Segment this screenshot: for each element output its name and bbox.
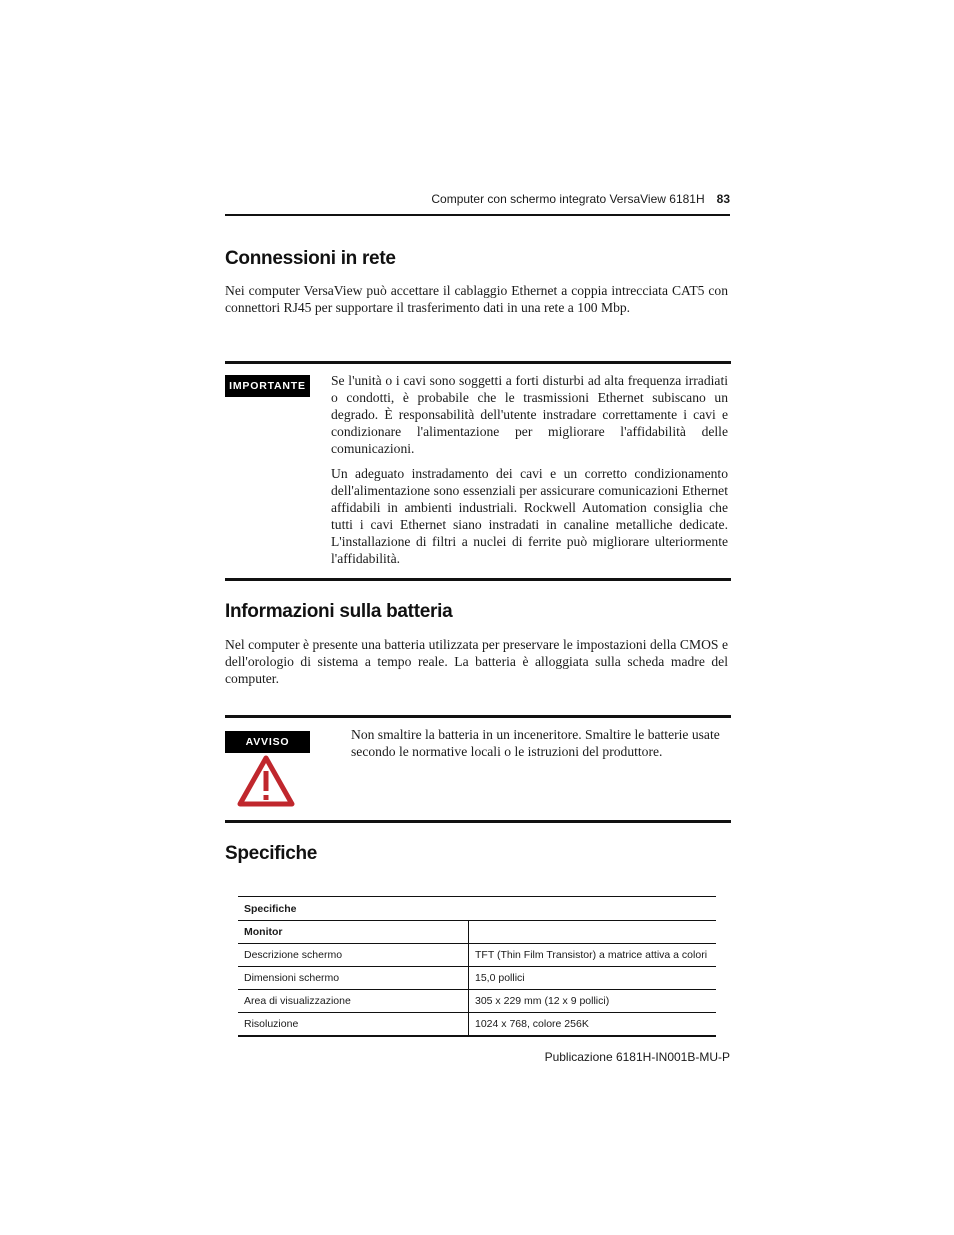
publication-footer: Publicazione 6181H-IN001B-MU-P	[544, 1050, 730, 1064]
running-header	[225, 192, 730, 206]
spec-label: Dimensioni schermo	[238, 967, 469, 990]
header-rule	[225, 214, 730, 216]
warning-bottom-rule	[225, 820, 731, 823]
section-heading-network: Connessioni in rete	[225, 248, 396, 269]
spec-label: Area di visualizzazione	[238, 990, 469, 1013]
table-row	[238, 1013, 716, 1037]
battery-paragraph: Nel computer è presente una batteria utilizzata per preservare le impostazioni della CMOS e dell'orologio di sistema a tempo reale. La batteria è alloggiata sulla scheda madre del computer.	[225, 637, 728, 686]
spec-value: 305 x 229 mm (12 x 9 pollici)	[469, 990, 717, 1013]
warning-text: Non smaltire la batteria in un inceneritore. Smaltire le batterie usate secondo le normative locali o le istruzioni del produttore.	[351, 727, 720, 759]
section-heading-battery: Informazioni sulla batteria	[225, 601, 453, 622]
spec-label: Descrizione schermo	[238, 944, 469, 967]
network-paragraph: Nei computer VersaView può accettare il cablaggio Ethernet a coppia intrecciata CAT5 con connettori RJ45 per supportare il trasferimento dati in una rete a 100 Mbp.	[225, 283, 728, 315]
note-top-rule	[225, 361, 731, 364]
spec-value: 1024 x 768, colore 256K	[469, 1013, 717, 1037]
warning-top-rule	[225, 715, 731, 718]
page-number: 83	[716, 192, 730, 206]
important-paragraph-2: Un adeguato instradamento dei cavi e un corretto condizionamento dell'alimentazione sono essenziali per assicurare comunicazioni Ethernet affidabili in ambienti industriali. Rockwell Automation consiglia che tutti i cavi Ethernet siano instradati in canaline metalliche dedicate. L'installazione di filtri a nuclei di ferrite può migliorare ulteriormente l'affidabilità.	[331, 466, 728, 566]
spec-label: Risoluzione	[238, 1013, 469, 1037]
section-heading-specs: Specifiche	[225, 843, 318, 864]
spec-value: TFT (Thin Film Transistor) a matrice attiva a colori	[469, 944, 717, 967]
warning-badge: AVVISO	[225, 731, 310, 753]
table-row	[238, 944, 716, 967]
spec-value: 15,0 pollici	[469, 967, 717, 990]
note-bottom-rule	[225, 578, 731, 581]
spec-table-group-row	[238, 921, 716, 944]
spec-group-label: Monitor	[238, 921, 469, 944]
table-row	[238, 967, 716, 990]
spec-table	[238, 896, 716, 1037]
warning-triangle-icon	[237, 755, 295, 807]
spec-table-header: Specifiche	[238, 897, 716, 921]
important-paragraph-1: Se l'unità o i cavi sono soggetti a forti disturbi ad alta frequenza irradiati o condotti, è probabile che le trasmissioni Ethernet subiscano un degrado. È responsabilità dell'utente instradare correttamente i cavi e condizionare l'alimentazione per migliorare l'affidabilità delle comunicazioni.	[331, 373, 728, 456]
document-title: Computer con schermo integrato VersaView 6181H	[431, 192, 705, 206]
important-badge: IMPORTANTE	[225, 375, 310, 397]
table-row	[238, 990, 716, 1013]
spec-table-header-row	[238, 897, 716, 921]
spec-group-empty-cell	[469, 921, 717, 944]
